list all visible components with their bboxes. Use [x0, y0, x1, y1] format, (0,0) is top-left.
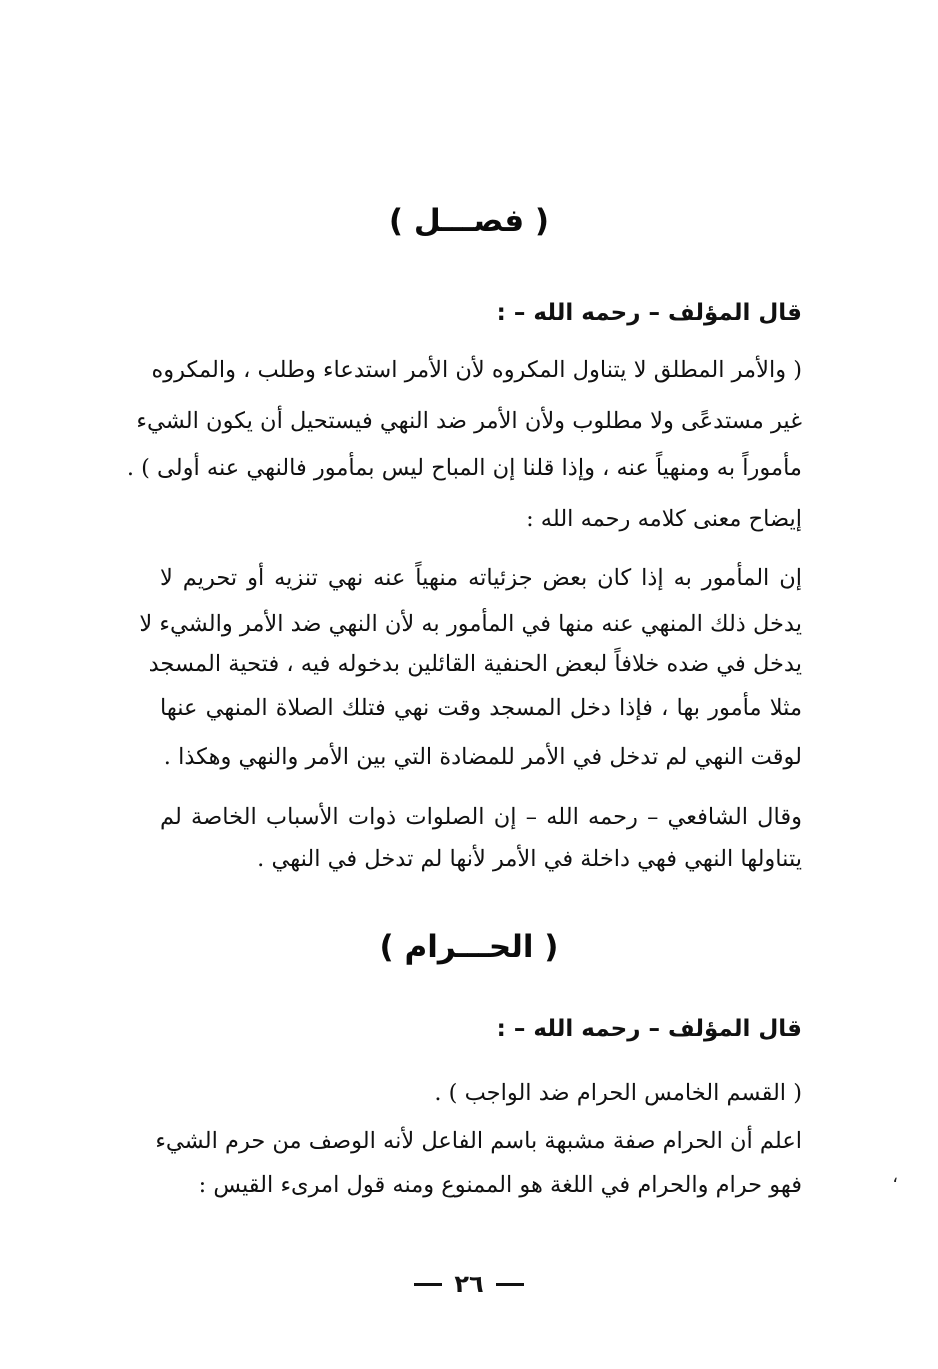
paragraph-line: يتناولها النهي فهي داخلة في الأمر لأنها لم تدخل في النهي . [257, 846, 802, 872]
paragraph-line: مثلا مأمور بها ، فإذا دخل المسجد وقت نهي فتلك الصلاة المنهي عنها [160, 695, 802, 721]
paragraph-line: يدخل ذلك المنهي عنه منها في المأمور به لأن النهي ضد الأمر والشيء لا [139, 611, 802, 637]
margin-mark: ، [892, 1166, 898, 1187]
page-footer [0, 1264, 938, 1304]
section-heading-fasl: ( فصـــل ) [388, 203, 550, 239]
author-attribution: قال المؤلف – رحمه الله – : [496, 300, 802, 326]
quote-line: ( القسم الخامس الحرام ضد الواجب ) . [434, 1080, 802, 1106]
paragraph-line: إن المأمور به إذا كان بعض جزئياته منهياً عنه نهي تنزيه أو تحريم لا [160, 565, 802, 591]
paragraph-line: اعلم أن الحرام صفة مشبهة باسم الفاعل لأنه الوصف من حرم الشيء [155, 1128, 802, 1154]
explanation-heading: إيضاح معنى كلامه رحمه الله : [526, 506, 802, 532]
section-heading-haram: ( الحـــرام ) [379, 929, 559, 965]
paragraph-line: وقال الشافعي – رحمه الله – إن الصلوات ذوات الأسباب الخاصة لم [160, 804, 802, 830]
quote-line: ( والأمر المطلق لا يتناول المكروه لأن الأمر استدعاء وطلب ، والمكروه [151, 357, 802, 383]
quote-line: غير مستدعًى ولا مطلوب ولأن الأمر ضد النهي فيستحيل أن يكون الشيء [136, 408, 802, 434]
paragraph-line: لوقت النهي لم تدخل في الأمر للمضادة التي بين الأمر والنهي وهكذا . [163, 744, 802, 770]
footer-dash-right [496, 1283, 524, 1286]
footer-dash-left [414, 1283, 442, 1286]
author-attribution: قال المؤلف – رحمه الله – : [496, 1016, 802, 1042]
quote-line: مأموراً به ومنهياً عنه ، وإذا قلنا إن المباح ليس بمأمور فالنهي عنه أولى ) . [126, 455, 802, 481]
page-number: ٢٦ [454, 1270, 484, 1298]
paragraph-line: فهو حرام والحرام في اللغة هو الممنوع ومنه قول امرىء القيس : [198, 1172, 802, 1198]
paragraph-line: يدخل في ضده خلافاً لبعض الحنفية القائلين بدخوله فيه ، فتحية المسجد [148, 651, 802, 677]
